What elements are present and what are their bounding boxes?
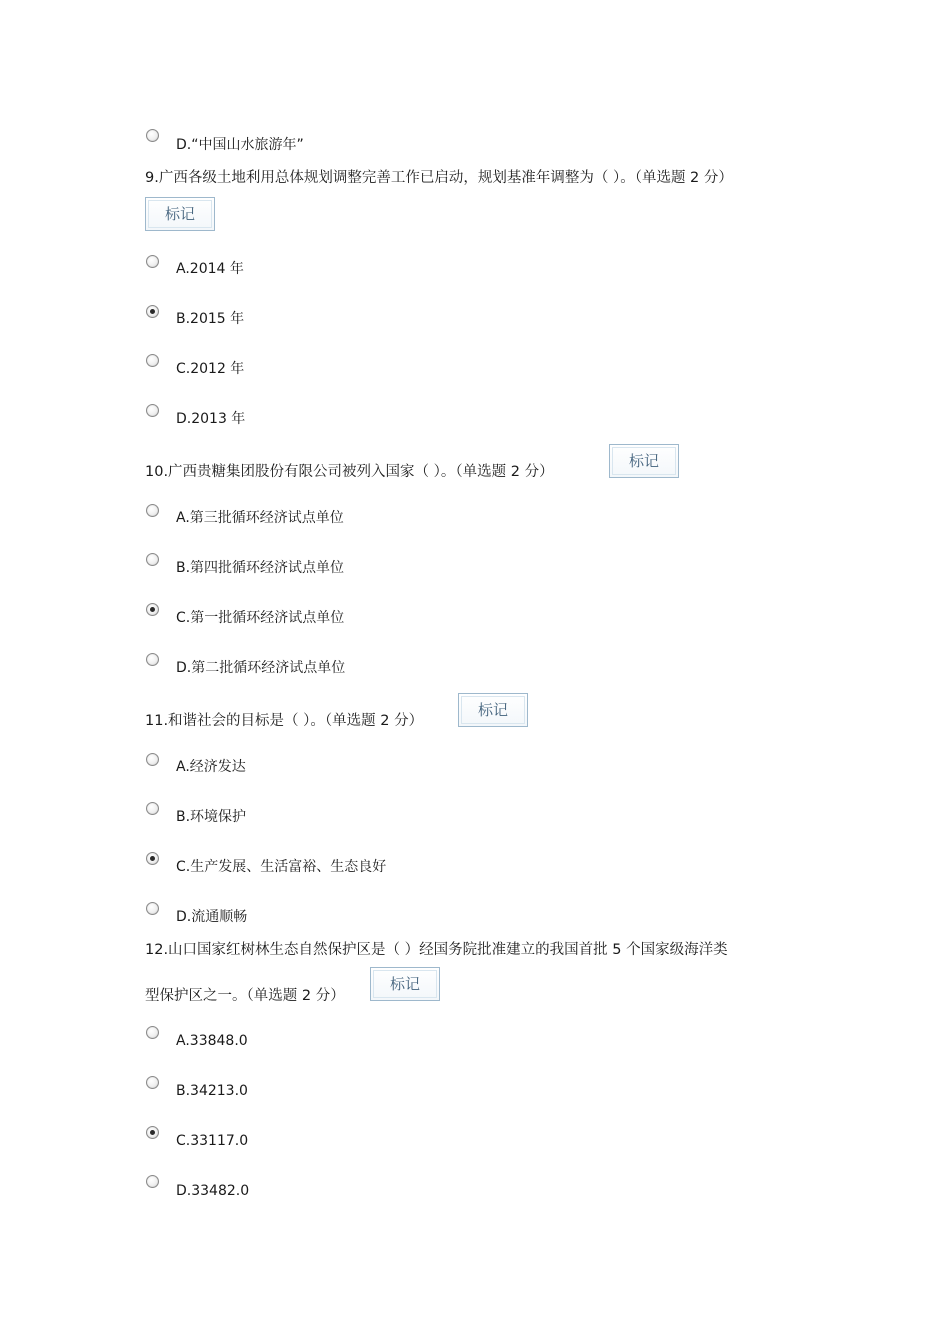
q9-option-a-radio[interactable] (146, 255, 159, 268)
q11-option-b-radio[interactable] (146, 802, 159, 815)
q9-option-c-label: C.2012 年 (176, 361, 245, 377)
q12-option-b-label: B.34213.0 (176, 1083, 248, 1099)
q10-option-b-label: B.第四批循环经济试点单位 (176, 560, 345, 576)
q11-mark-button[interactable]: 标记 (458, 693, 528, 727)
q9-option-d-label: D.2013 年 (176, 411, 246, 427)
q12-option-d-radio[interactable] (146, 1175, 159, 1188)
q10-mark-button[interactable]: 标记 (609, 444, 679, 478)
q8-option-d-label: D.“中国山水旅游年” (176, 137, 304, 153)
q11-option-a-label: A.经济发达 (176, 759, 246, 775)
q12-question-text: 12.山口国家红树林生态自然保护区是（ ）经国务院批准建立的我国首批 5 个国家级海洋类 (145, 942, 728, 958)
q10-option-a-radio[interactable] (146, 504, 159, 517)
q10-option-c-label: C.第一批循环经济试点单位 (176, 610, 345, 626)
q10-option-d-label: D.第二批循环经济试点单位 (176, 660, 346, 676)
q12-question-text-line2: 型保护区之一。（单选题 2 分） (145, 988, 345, 1004)
q9-option-a-label: A.2014 年 (176, 261, 244, 277)
q9-option-c-radio[interactable] (146, 354, 159, 367)
q11-option-d-radio[interactable] (146, 902, 159, 915)
q9-option-b-label: B.2015 年 (176, 311, 245, 327)
q10-option-b-radio[interactable] (146, 553, 159, 566)
q11-option-b-label: B.环境保护 (176, 809, 247, 825)
q12-option-a-radio[interactable] (146, 1026, 159, 1039)
q11-option-a-radio[interactable] (146, 753, 159, 766)
q10-question-text: 10.广西贵糖集团股份有限公司被列入国家（ ）。（单选题 2 分） (145, 464, 554, 480)
q11-question-text: 11.和谐社会的目标是（ ）。（单选题 2 分） (145, 713, 424, 729)
q10-option-d-radio[interactable] (146, 653, 159, 666)
q11-option-c-radio[interactable] (146, 852, 159, 865)
q9-option-d-radio[interactable] (146, 404, 159, 417)
q12-option-d-label: D.33482.0 (176, 1183, 250, 1199)
q9-question-text: 9.广西各级土地利用总体规划调整完善工作已启动，规划基准年调整为（ ）。（单选题 2 分） (145, 170, 733, 186)
q12-option-c-radio[interactable] (146, 1126, 159, 1139)
q11-option-c-label: C.生产发展、生活富裕、生态良好 (176, 859, 387, 875)
q12-option-c-label: C.33117.0 (176, 1133, 249, 1149)
q9-mark-button[interactable]: 标记 (145, 197, 215, 231)
q9-option-b-radio[interactable] (146, 305, 159, 318)
q10-option-a-label: A.第三批循环经济试点单位 (176, 510, 344, 526)
q12-option-a-label: A.33848.0 (176, 1033, 248, 1049)
q12-mark-button[interactable]: 标记 (370, 967, 440, 1001)
q11-option-d-label: D.流通顺畅 (176, 909, 248, 925)
q12-option-b-radio[interactable] (146, 1076, 159, 1089)
q8-option-d-radio[interactable] (146, 129, 159, 142)
q10-option-c-radio[interactable] (146, 603, 159, 616)
